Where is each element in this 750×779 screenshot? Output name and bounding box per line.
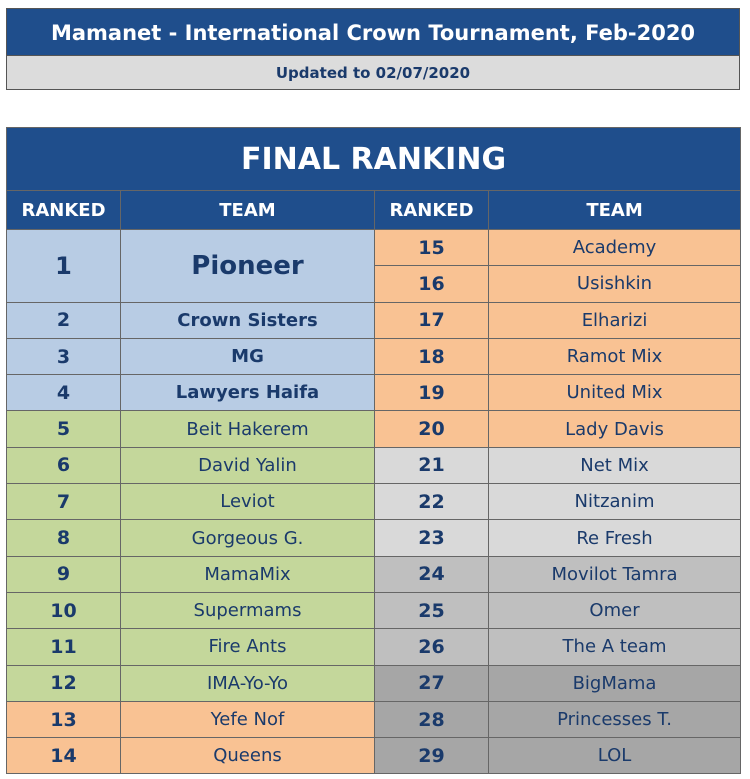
table-row	[7, 302, 741, 338]
rank-cell: 17	[375, 302, 489, 338]
rank-cell: 27	[375, 665, 489, 701]
table-row	[7, 447, 741, 483]
rank-cell: 1	[7, 230, 121, 303]
table-row	[7, 701, 741, 737]
table-title: FINAL RANKING	[7, 128, 741, 191]
team-cell: David Yalin	[121, 447, 375, 483]
team-cell: Lawyers Haifa	[121, 375, 375, 411]
rank-cell: 16	[375, 266, 489, 302]
rank-cell: 10	[7, 592, 121, 628]
table-row	[7, 230, 741, 266]
team-cell: MamaMix	[121, 556, 375, 592]
team-cell: Yefe Nof	[121, 701, 375, 737]
team-cell: Gorgeous G.	[121, 520, 375, 556]
team-cell: United Mix	[489, 375, 741, 411]
page-title: Mamanet - International Crown Tournament, Feb-2020	[6, 8, 740, 56]
table-row	[7, 665, 741, 701]
rank-cell: 9	[7, 556, 121, 592]
team-cell: BigMama	[489, 665, 741, 701]
column-header-row	[7, 191, 741, 230]
team-cell: Nitzanim	[489, 484, 741, 520]
team-cell: Princesses T.	[489, 701, 741, 737]
team-cell: Supermams	[121, 592, 375, 628]
rank-cell: 11	[7, 629, 121, 665]
rank-cell: 21	[375, 447, 489, 483]
table-row	[7, 738, 741, 774]
table-row	[7, 411, 741, 447]
rank-cell: 14	[7, 738, 121, 774]
team-cell: MG	[121, 338, 375, 374]
team-cell: Movilot Tamra	[489, 556, 741, 592]
rank-cell: 7	[7, 484, 121, 520]
rank-cell: 23	[375, 520, 489, 556]
rank-cell: 28	[375, 701, 489, 737]
rank-cell: 15	[375, 230, 489, 266]
col-team-right: TEAM	[489, 191, 741, 230]
rank-cell: 3	[7, 338, 121, 374]
table-row	[7, 556, 741, 592]
team-cell: LOL	[489, 738, 741, 774]
team-cell: Fire Ants	[121, 629, 375, 665]
team-cell: The A team	[489, 629, 741, 665]
team-cell: Beit Hakerem	[121, 411, 375, 447]
header	[6, 8, 740, 90]
team-cell: Academy	[489, 230, 741, 266]
team-cell: Pioneer	[121, 230, 375, 303]
rank-cell: 22	[375, 484, 489, 520]
team-cell: Elharizi	[489, 302, 741, 338]
rank-cell: 5	[7, 411, 121, 447]
rank-cell: 20	[375, 411, 489, 447]
team-cell: Queens	[121, 738, 375, 774]
table-title-row	[7, 128, 741, 191]
team-cell: Crown Sisters	[121, 302, 375, 338]
team-cell: Ramot Mix	[489, 338, 741, 374]
rank-cell: 26	[375, 629, 489, 665]
rank-cell: 6	[7, 447, 121, 483]
col-team-left: TEAM	[121, 191, 375, 230]
rank-cell: 19	[375, 375, 489, 411]
rank-cell: 12	[7, 665, 121, 701]
table-row	[7, 338, 741, 374]
col-ranked-left: RANKED	[7, 191, 121, 230]
team-cell: Net Mix	[489, 447, 741, 483]
table-row	[7, 592, 741, 628]
team-cell: IMA-Yo-Yo	[121, 665, 375, 701]
ranking-table	[6, 127, 741, 774]
rank-cell: 8	[7, 520, 121, 556]
col-ranked-right: RANKED	[375, 191, 489, 230]
team-cell: Re Fresh	[489, 520, 741, 556]
table-row	[7, 375, 741, 411]
table-row	[7, 484, 741, 520]
rank-cell: 2	[7, 302, 121, 338]
team-cell: Usishkin	[489, 266, 741, 302]
rank-cell: 29	[375, 738, 489, 774]
team-cell: Leviot	[121, 484, 375, 520]
team-cell: Omer	[489, 592, 741, 628]
rank-cell: 24	[375, 556, 489, 592]
table-row	[7, 520, 741, 556]
updated-date: Updated to 02/07/2020	[6, 56, 740, 90]
rank-cell: 4	[7, 375, 121, 411]
table-row	[7, 629, 741, 665]
rank-cell: 18	[375, 338, 489, 374]
rank-cell: 13	[7, 701, 121, 737]
team-cell: Lady Davis	[489, 411, 741, 447]
rank-cell: 25	[375, 592, 489, 628]
